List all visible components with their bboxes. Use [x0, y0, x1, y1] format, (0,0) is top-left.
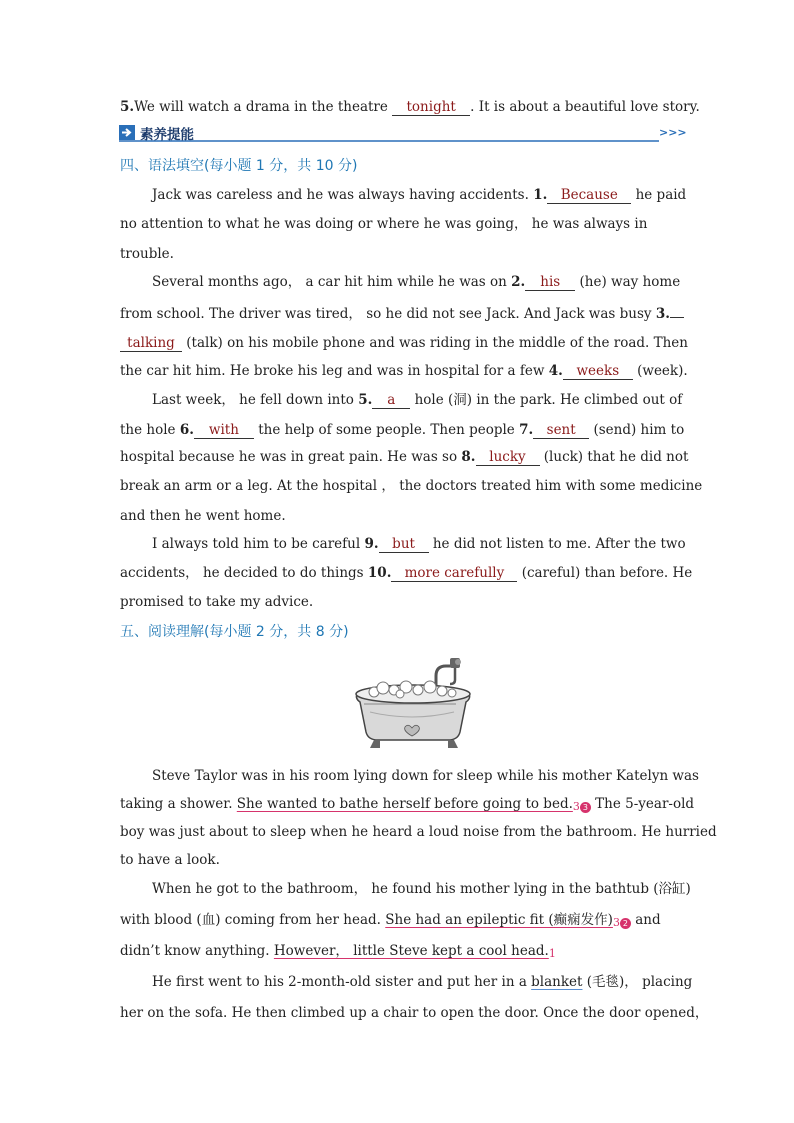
- banner-arrow-icon: >>>: [659, 126, 687, 139]
- blank-6: with: [194, 422, 254, 439]
- story-p1-line4: to have a look.: [120, 852, 220, 868]
- section-4-heading: 四、语法填空(每小题 1 分，共 10 分): [120, 158, 358, 174]
- blank-4: weeks: [563, 363, 633, 380]
- para4-line1: I always told him to be careful 9. but he did not listen to me. After the two: [152, 536, 686, 552]
- note-badge: 3: [580, 802, 591, 813]
- para3-line1: Last week， he fell down into 5. a hole (洞) in the park. He climbed out of: [152, 392, 683, 408]
- story-p1-line3: boy was just about to sleep when he heard a loud noise from the bathroom. He hurried: [120, 824, 717, 840]
- answer-blank: tonight: [392, 99, 470, 116]
- para3-line2: the hole 6. with the help of some people. Then people 7. sent (send) him to: [120, 422, 685, 438]
- banner-title: 素养提能: [140, 127, 194, 143]
- para1-line3: trouble.: [120, 246, 174, 262]
- para2-line1: Several months ago， a car hit him while he was on 2. his (he) way home: [152, 274, 681, 290]
- story-p1-line1: Steve Taylor was in his room lying down for sleep while his mother Katelyn was: [152, 768, 699, 784]
- blank-7: sent: [533, 422, 589, 439]
- blank-8: lucky: [476, 449, 540, 466]
- para4-line2: accidents， he decided to do things 10. more carefully (careful) than before. He: [120, 565, 693, 581]
- story-p2-line2: with blood (血) coming from her head. She had an epileptic fit (癫痫发作)3 2 and: [120, 912, 661, 929]
- section-5-heading: 五、阅读理解(每小题 2 分，共 8 分): [120, 624, 349, 640]
- para2-line4: the car hit him. He broke his leg and was in hospital for a few 4. weeks (week).: [120, 363, 688, 379]
- story-p1-line2: taking a shower. She wanted to bathe herself before going to bed.3 3 The 5-year-old: [120, 796, 695, 813]
- para4-line3: promised to take my advice.: [120, 594, 314, 610]
- story-p3-line2: her on the sofa. He then climbed up a chair to open the door. Once the door opened，: [120, 1005, 709, 1021]
- highlight-sentence-1: She wanted to bathe herself before going to bed.: [236, 796, 573, 812]
- blank-3: talking: [120, 335, 182, 352]
- vocab-word: blanket: [531, 974, 583, 990]
- story-p3-line1: He first went to his 2-month-old sister and put her in a blanket (毛毯)， placing: [152, 974, 693, 990]
- banner-graphic: [119, 123, 675, 143]
- note-badge: 2: [620, 918, 631, 929]
- blank-5: a: [372, 392, 410, 409]
- blank-9: but: [379, 536, 429, 553]
- para3-line4: break an arm or a leg. At the hospital ， the doctors treated him with some medicine: [120, 478, 703, 494]
- story-p2-line1: When he got to the bathroom， he found his mother lying in the bathtub (浴缸): [152, 881, 691, 897]
- para3-line3: hospital because he was in great pain. He was so 8. lucky (luck) that he did not: [120, 449, 689, 465]
- para1-line1: Jack was careless and he was always having accidents. 1. Because he paid: [152, 187, 687, 203]
- section-banner: [119, 123, 687, 143]
- blank-2: his: [525, 274, 575, 291]
- blank-10: more carefully: [391, 565, 517, 582]
- para2-line3: talking (talk) on his mobile phone and was riding in the middle of the road. Then: [120, 334, 688, 352]
- blank-1: Because: [547, 187, 631, 204]
- para3-line5: and then he went home.: [120, 508, 286, 524]
- highlight-sentence-2: She had an epileptic fit (癫痫发作): [385, 912, 613, 928]
- story-p2-line3: didn’t know anything. However， little Steve kept a cool head.1: [120, 943, 556, 960]
- question-5: 5.We will watch a drama in the theatre tonight . It is about a beautiful love story.: [120, 99, 700, 115]
- para2-line2: from school. The driver was tired， so he did not see Jack. And Jack was busy 3.: [120, 305, 684, 323]
- para1-line2: no attention to what he was doing or where he was going， he was always in: [120, 216, 648, 232]
- bathtub-illustration: [352, 652, 476, 752]
- highlight-sentence-3: However， little Steve kept a cool head.: [273, 943, 549, 959]
